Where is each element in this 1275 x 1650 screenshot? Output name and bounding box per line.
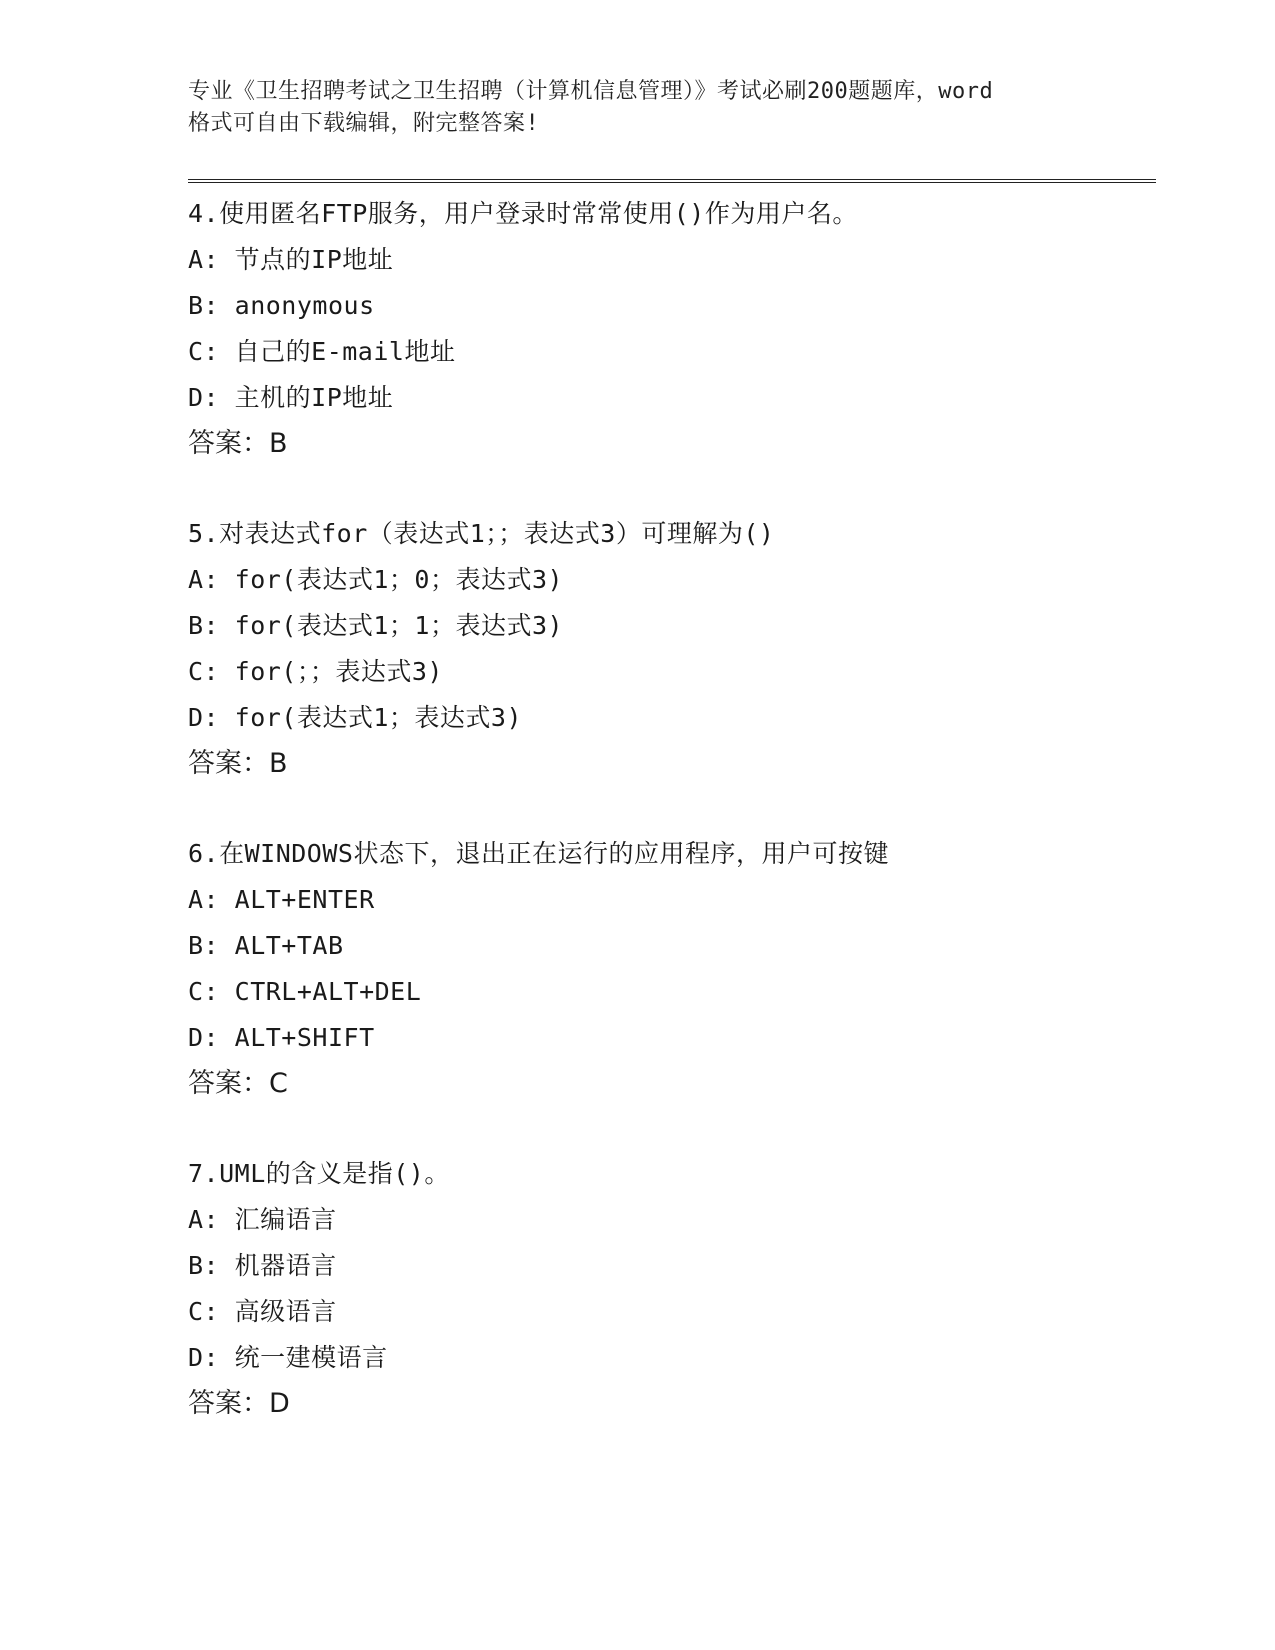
question-text: 6.在WINDOWS状态下，退出正在运行的应用程序，用户可按键	[188, 839, 889, 868]
question-text: 4.使用匿名FTP服务，用户登录时常常使用()作为用户名。	[188, 199, 858, 228]
header-divider	[188, 179, 1156, 183]
document-page	[188, 0, 1168, 1650]
option-b: B: 机器语言	[188, 1251, 337, 1280]
answer: 答案：D	[188, 1388, 290, 1419]
option-b: B: for(表达式1；1；表达式3)	[188, 611, 564, 640]
answer: 答案：B	[188, 748, 288, 779]
option-a: A: ALT+ENTER	[188, 885, 375, 914]
header-line-1: 专业《卫生招聘考试之卫生招聘（计算机信息管理）》考试必刷200题题库，word	[188, 79, 994, 104]
option-c: C: 高级语言	[188, 1297, 337, 1326]
option-c: C: 自己的E-mail地址	[188, 337, 456, 366]
question-4	[188, 191, 1168, 511]
answer: 答案：B	[188, 428, 288, 459]
answer: 答案：C	[188, 1068, 288, 1099]
option-d: D: 主机的IP地址	[188, 383, 394, 412]
question-list	[188, 191, 1168, 1471]
question-5	[188, 511, 1168, 831]
question-text: 7.UML的含义是指()。	[188, 1159, 450, 1188]
option-b: B: ALT+TAB	[188, 931, 344, 960]
option-a: A: 节点的IP地址	[188, 245, 394, 274]
document-header	[188, 76, 1088, 140]
question-6	[188, 831, 1168, 1151]
option-d: D: for(表达式1；表达式3)	[188, 703, 523, 732]
option-d: D: 统一建模语言	[188, 1343, 388, 1372]
question-text: 5.对表达式for（表达式1；；表达式3）可理解为()	[188, 519, 775, 548]
option-b: B: anonymous	[188, 291, 375, 320]
option-c: C: for(；；表达式3)	[188, 657, 443, 686]
header-line-2: 格式可自由下载编辑，附完整答案!	[188, 111, 540, 136]
question-7	[188, 1151, 1168, 1471]
option-d: D: ALT+SHIFT	[188, 1023, 375, 1052]
option-c: C: CTRL+ALT+DEL	[188, 977, 422, 1006]
option-a: A: for(表达式1；0；表达式3)	[188, 565, 564, 594]
option-a: A: 汇编语言	[188, 1205, 337, 1234]
